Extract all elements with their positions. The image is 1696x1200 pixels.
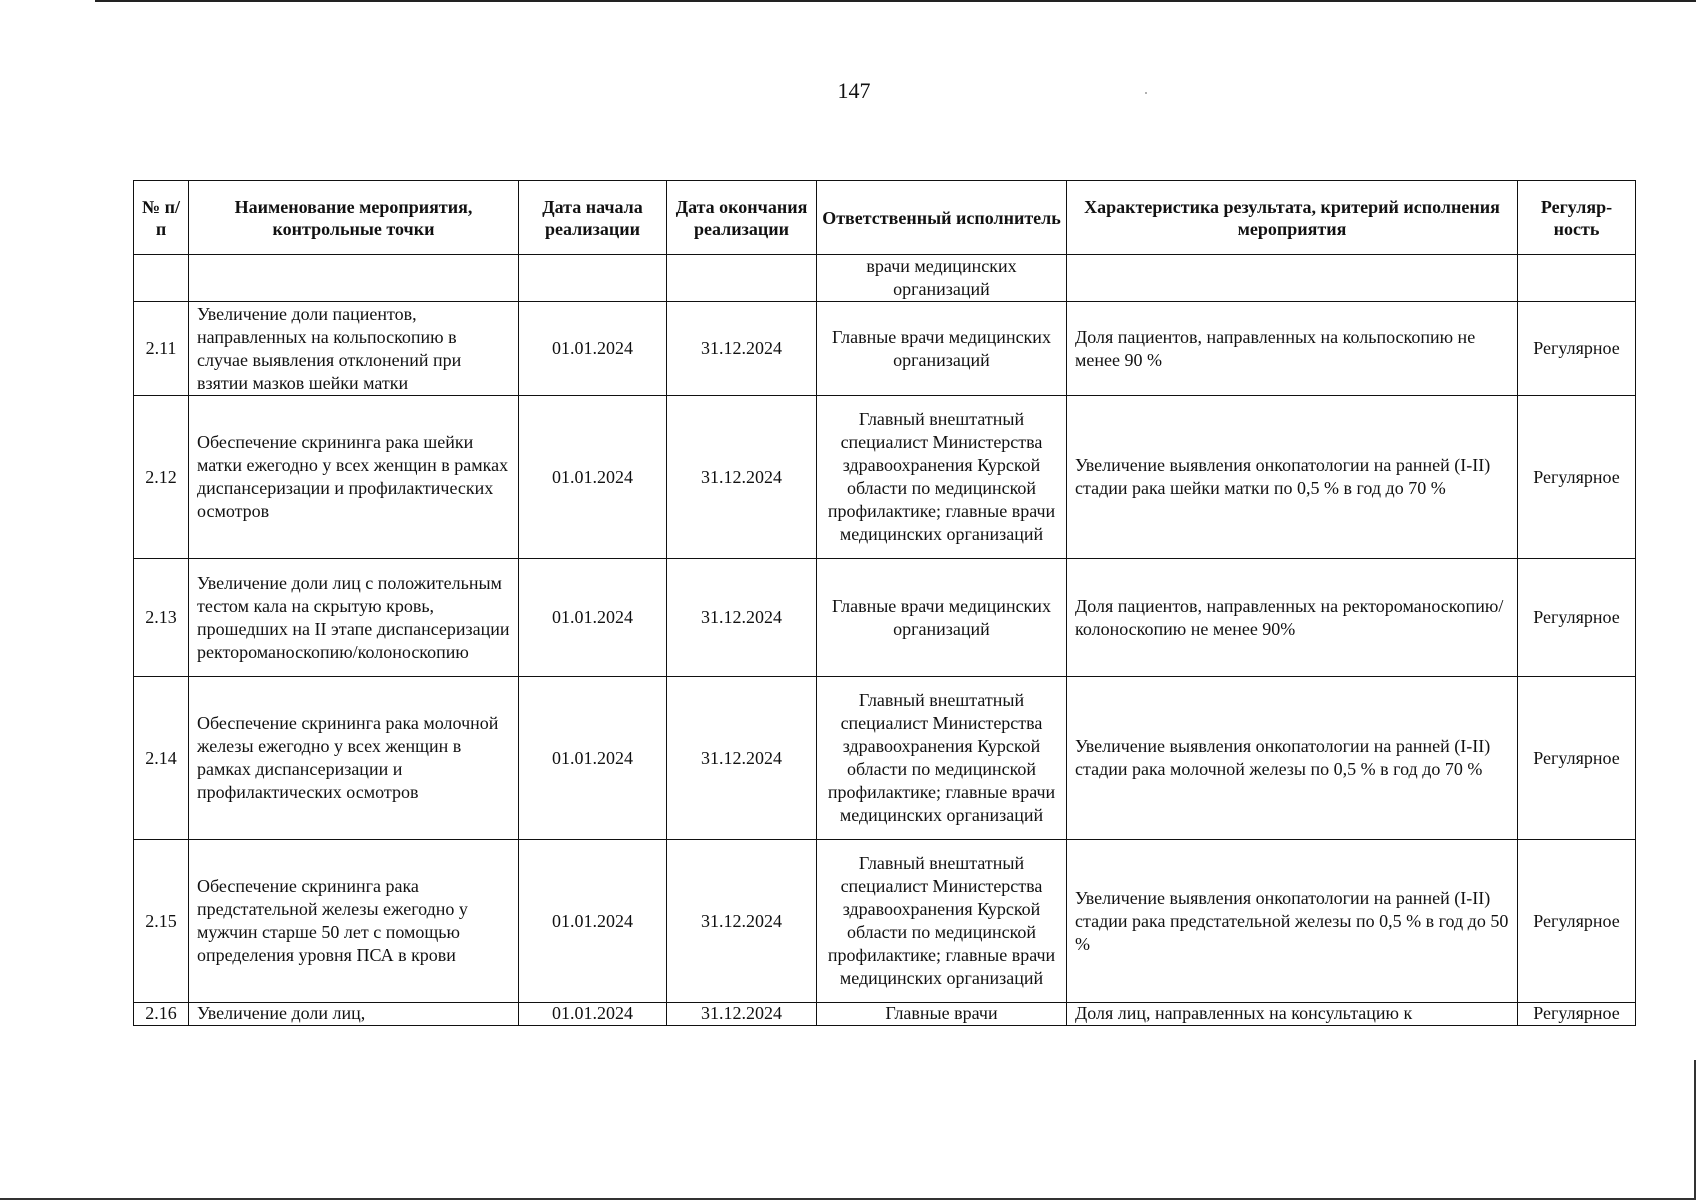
table-row (134, 840, 1636, 1003)
cell-end-date: 31.12.2024 (667, 396, 817, 559)
header-end-date: Дата окончания реализации (667, 181, 817, 255)
table-row-continuation (134, 255, 1636, 302)
cell-start-date: 01.01.2024 (519, 840, 667, 1003)
cell-regularity: Регулярное (1518, 559, 1636, 677)
table-header-row (134, 181, 1636, 255)
cell-responsible: Главные врачи медицинских организаций (817, 559, 1067, 677)
cell-num (134, 255, 189, 302)
cell-start-date: 01.01.2024 (519, 1003, 667, 1026)
cell-result: Увеличение выявления онкопатологии на ранней (I-II) стадии рака молочной железы по 0,5 % в год до 70 % (1067, 677, 1518, 840)
header-result: Характеристика результата, критерий исполнения мероприятия (1067, 181, 1518, 255)
cell-name: Обеспечение скрининга рака молочной железы ежегодно у всех женщин в рамках диспансеризации и профилактических осмотров (189, 677, 519, 840)
cell-name: Обеспечение скрининга рака предстательной железы ежегодно у мужчин старше 50 лет с помощью определения уровня ПСА в крови (189, 840, 519, 1003)
cell-regularity: Регулярное (1518, 677, 1636, 840)
cell-num: 2.16 (134, 1003, 189, 1026)
cell-regularity: Регулярное (1518, 1003, 1636, 1026)
cell-num: 2.13 (134, 559, 189, 677)
cell-start-date: 01.01.2024 (519, 396, 667, 559)
table-row (134, 302, 1636, 396)
cell-end-date: 31.12.2024 (667, 302, 817, 396)
cell-end-date: 31.12.2024 (667, 559, 817, 677)
header-num: № п/п (134, 181, 189, 255)
cell-end-date (667, 255, 817, 302)
cell-responsible: врачи медицинских организаций (817, 255, 1067, 302)
cell-num: 2.14 (134, 677, 189, 840)
cell-num: 2.11 (134, 302, 189, 396)
header-start-date: Дата начала реализации (519, 181, 667, 255)
cell-regularity: Регулярное (1518, 840, 1636, 1003)
cell-end-date: 31.12.2024 (667, 1003, 817, 1026)
cell-name: Увеличение доли пациентов, направленных на кольпоскопию в случае выявления отклонений при взятии мазков шейки матки (189, 302, 519, 396)
cell-start-date: 01.01.2024 (519, 559, 667, 677)
table-row (134, 559, 1636, 677)
cell-responsible: Главный внештатный специалист Министерства здравоохранения Курской области по медицинской профилактике; главные врачи медицинских организаций (817, 840, 1067, 1003)
cell-name: Увеличение доли лиц с положительным тестом кала на скрытую кровь, прошедших на II этапе диспансеризации ректороманоскопию/колоноскопию (189, 559, 519, 677)
cell-result (1067, 255, 1518, 302)
table-row (134, 1003, 1636, 1026)
cell-start-date: 01.01.2024 (519, 677, 667, 840)
header-regularity: Регуляр-ность (1518, 181, 1636, 255)
cell-end-date: 31.12.2024 (667, 840, 817, 1003)
cell-regularity: Регулярное (1518, 302, 1636, 396)
table-row (134, 677, 1636, 840)
table-row (134, 396, 1636, 559)
cell-result: Доля лиц, направленных на консультацию к (1067, 1003, 1518, 1026)
cell-name: Обеспечение скрининга рака шейки матки ежегодно у всех женщин в рамках диспансеризации и профилактических осмотров (189, 396, 519, 559)
cell-responsible: Главный внештатный специалист Министерства здравоохранения Курской области по медицинской профилактике; главные врачи медицинских организаций (817, 677, 1067, 840)
cell-num: 2.12 (134, 396, 189, 559)
cell-responsible: Главный внештатный специалист Министерства здравоохранения Курской области по медицинской профилактике; главные врачи медицинских организаций (817, 396, 1067, 559)
cell-result: Доля пациентов, направленных на кольпоскопию не менее 90 % (1067, 302, 1518, 396)
cell-start-date (519, 255, 667, 302)
page-number: 147 (837, 78, 871, 103)
cell-start-date: 01.01.2024 (519, 302, 667, 396)
header-name: Наименование мероприятия, контрольные точки (189, 181, 519, 255)
cell-end-date: 31.12.2024 (667, 677, 817, 840)
cell-responsible: Главные врачи (817, 1003, 1067, 1026)
cell-responsible: Главные врачи медицинских организаций (817, 302, 1067, 396)
cell-result: Увеличение выявления онкопатологии на ранней (I-II) стадии рака предстательной железы по 0,5 % в год до 50 % (1067, 840, 1518, 1003)
cell-name: Увеличение доли лиц, (189, 1003, 519, 1026)
cell-num: 2.15 (134, 840, 189, 1003)
scan-speck (1145, 92, 1147, 94)
header-responsible: Ответственный исполнитель (817, 181, 1067, 255)
cell-name (189, 255, 519, 302)
cell-result: Увеличение выявления онкопатологии на ранней (I-II) стадии рака шейки матки по 0,5 % в год до 70 % (1067, 396, 1518, 559)
top-edge-rule (95, 0, 1696, 2)
cell-regularity (1518, 255, 1636, 302)
cell-regularity: Регулярное (1518, 396, 1636, 559)
cell-result: Доля пациентов, направленных на ректороманоскопию/колоноскопию не менее 90% (1067, 559, 1518, 677)
measures-table (133, 180, 1636, 1026)
